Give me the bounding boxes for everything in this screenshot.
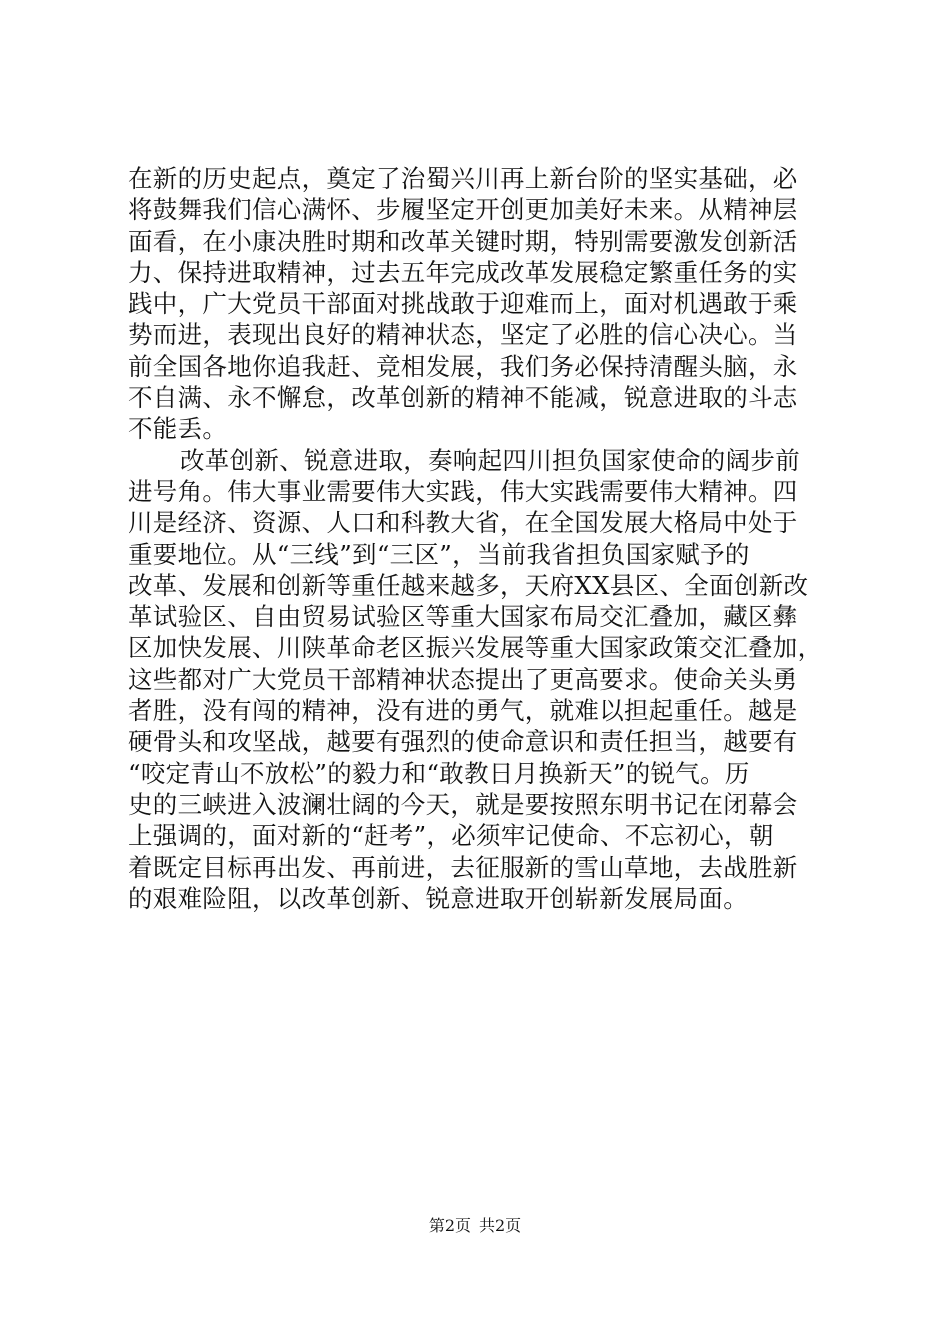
paragraph-1 bbox=[128, 163, 828, 445]
text-line: 者胜，没有闯的精神，没有进的勇气，就难以担起重任。越是 bbox=[128, 696, 798, 726]
text-line: “咬定青山不放松”的毅力和“敢教日月换新天”的锐气。历 bbox=[128, 758, 750, 788]
page-number-current: 第2页 bbox=[428, 1216, 471, 1235]
page-number-total: 共2页 bbox=[479, 1216, 522, 1235]
text-line: 着既定目标再出发、再前进，去征服新的雪山草地，去战胜新 bbox=[128, 852, 798, 882]
text-line: 史的三峡进入波澜壮阔的今天，就是要按照东明书记在闭幕会 bbox=[128, 789, 798, 819]
text-line: 这些都对广大党员干部精神状态提出了更高要求。使命关头勇 bbox=[128, 664, 798, 694]
text-line: 硬骨头和攻坚战，越要有强烈的使命意识和责任担当，越要有 bbox=[128, 727, 798, 757]
text-line: 践中，广大党员干部面对挑战敢于迎难而上，面对机遇敢于乘 bbox=[128, 289, 798, 319]
text-line: 重要地位。从“三线”到“三区”，当前我省担负国家赋予的 bbox=[128, 539, 750, 569]
text-line: 的艰难险阻，以改革创新、锐意进取开创崭新发展局面。 bbox=[128, 883, 748, 913]
text-line: 上强调的，面对新的“赶考”，必须牢记使命、不忘初心，朝 bbox=[128, 821, 774, 851]
text-line: 革试验区、自由贸易试验区等重大国家布局交汇叠加，藏区彝 bbox=[128, 602, 798, 632]
text-line: 将鼓舞我们信心满怀、步履坚定开创更加美好未来。从精神层 bbox=[128, 195, 798, 225]
text-line: 进号角。伟大事业需要伟大实践，伟大实践需要伟大精神。四 bbox=[128, 476, 798, 506]
text-line: 势而进，表现出良好的精神状态，坚定了必胜的信心决心。当 bbox=[128, 320, 798, 350]
text-line: 改革、发展和创新等重任越来越多，天府XX县区、全面创新改 bbox=[128, 570, 809, 600]
text-line: 区加快发展、川陕革命老区振兴发展等重大国家政策交汇叠加， bbox=[128, 633, 823, 663]
page-footer bbox=[0, 1216, 950, 1236]
text-line: 改革创新、锐意进取，奏响起四川担负国家使命的阔步前 bbox=[180, 445, 800, 475]
paragraph-2 bbox=[128, 445, 828, 914]
text-line: 不自满、永不懈怠，改革创新的精神不能减，锐意进取的斗志 bbox=[128, 383, 798, 413]
document-body bbox=[128, 163, 828, 914]
text-line: 面看，在小康决胜时期和改革关键时期，特别需要激发创新活 bbox=[128, 226, 798, 256]
text-line: 川是经济、资源、人口和科教大省，在全国发展大格局中处于 bbox=[128, 508, 798, 538]
text-line: 力、保持进取精神，过去五年完成改革发展稳定繁重任务的实 bbox=[128, 257, 798, 287]
text-line: 在新的历史起点，奠定了治蜀兴川再上新台阶的坚实基础，必 bbox=[128, 164, 798, 193]
text-line: 不能丢。 bbox=[128, 414, 228, 444]
text-line: 前全国各地你追我赶、竞相发展，我们务必保持清醒头脑，永 bbox=[128, 351, 798, 381]
